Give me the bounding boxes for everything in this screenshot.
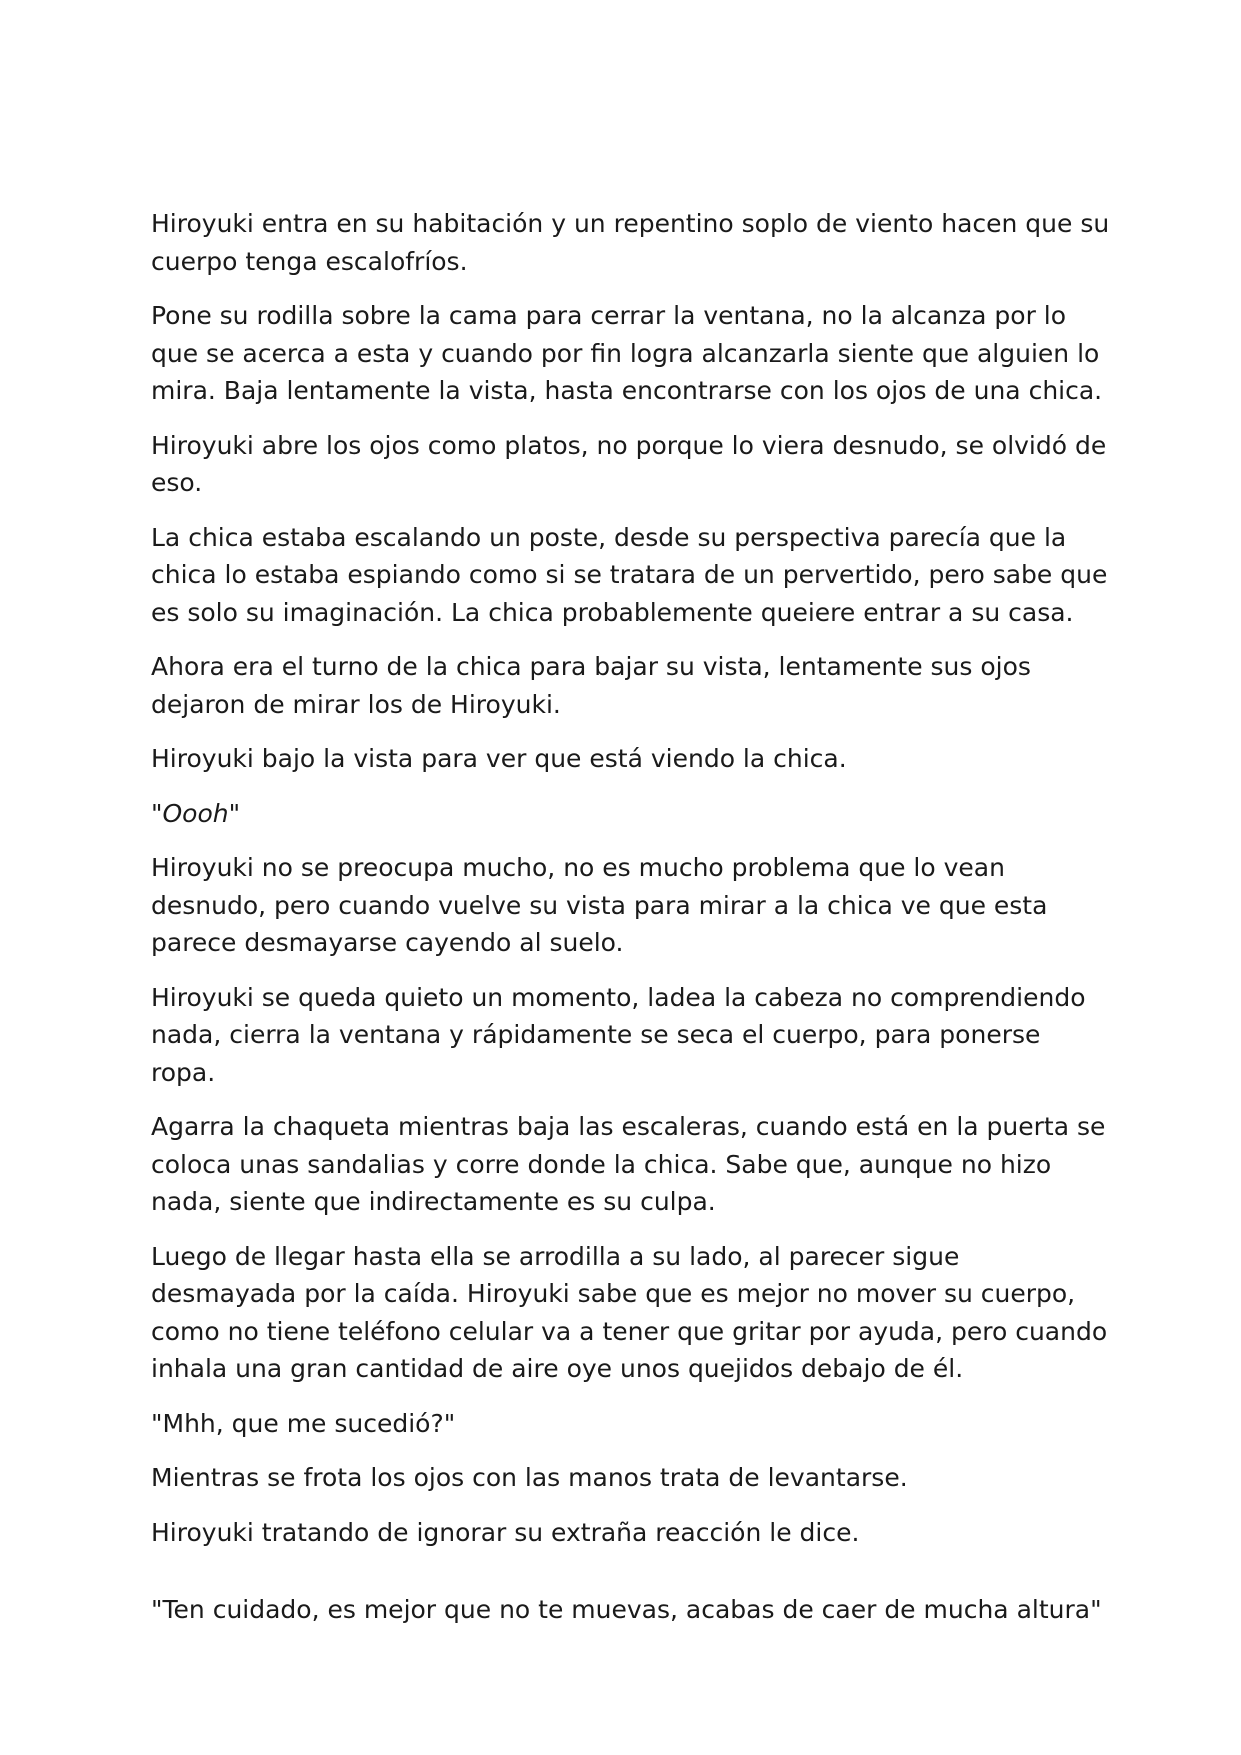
paragraph-3: Hiroyuki abre los ojos como platos, no porque lo viera desnudo, se olvidó de eso.	[151, 430, 1107, 497]
paragraph-1: Hiroyuki entra en su habitación y un repentino soplo de viento hacen que su cuerpo tenga escalofríos.	[151, 209, 1110, 276]
document-body	[151, 205, 1111, 1646]
paragraph-14: Hiroyuki tratando de ignorar su extraña reacción le dice.	[151, 1517, 860, 1547]
paragraph-4: La chica estaba escalando un poste, desde su perspectiva parecía que la chica lo estaba espiando como si se tratara de un pervertido, pero sabe que es solo su imaginación. La chica probablemente queiere entrar a su casa.	[151, 522, 1108, 627]
paragraph-7-exclamation: "Oooh"	[151, 798, 241, 828]
paragraph-8: Hiroyuki no se preocupa mucho, no es mucho problema que lo vean desnudo, pero cuando vuelve su vista para mirar a la chica ve que esta parece desmayarse cayendo al suelo.	[151, 853, 1048, 957]
paragraph-11: Luego de llegar hasta ella se arrodilla a su lado, al parecer sigue desmayada por la caída. Hiroyuki sabe que es mejor no mover su cuerpo, como no tiene teléfono celular va a tener que gritar por ayuda, pero cuando inhala una gran cantidad de aire oye unos quejidos debajo de él.	[151, 1241, 1108, 1383]
paragraph-5: Ahora era el turno de la chica para bajar su vista, lentamente sus ojos dejaron de mirar los de Hiroyuki.	[151, 652, 1031, 719]
paragraph-12-dialogue: "Mhh, que me sucedió?"	[151, 1408, 456, 1438]
paragraph-2: Pone su rodilla sobre la cama para cerrar la ventana, no la alcanza por lo que se acerca a esta y cuando por fin logra alcanzarla siente que alguien lo mira. Baja lentamente la vista, hasta encontrarse con los ojos de una chica.	[151, 301, 1103, 405]
paragraph-10: Agarra la chaqueta mientras baja las escaleras, cuando está en la puerta se coloca unas sandalias y corre donde la chica. Sabe que, aunque no hizo nada, siente que indirectamente es su culpa.	[151, 1112, 1106, 1216]
paragraph-6: Hiroyuki bajo la vista para ver que está viendo la chica.	[151, 744, 847, 773]
paragraph-13: Mientras se frota los ojos con las manos trata de levantarse.	[151, 1463, 908, 1492]
paragraph-9: Hiroyuki se queda quieto un momento, ladea la cabeza no comprendiendo nada, cierra la ventana y rápidamente se seca el cuerpo, para ponerse ropa.	[151, 982, 1086, 1087]
paragraph-15-dialogue: "Ten cuidado, es mejor que no te muevas, acabas de caer de mucha altura"	[151, 1595, 1102, 1624]
